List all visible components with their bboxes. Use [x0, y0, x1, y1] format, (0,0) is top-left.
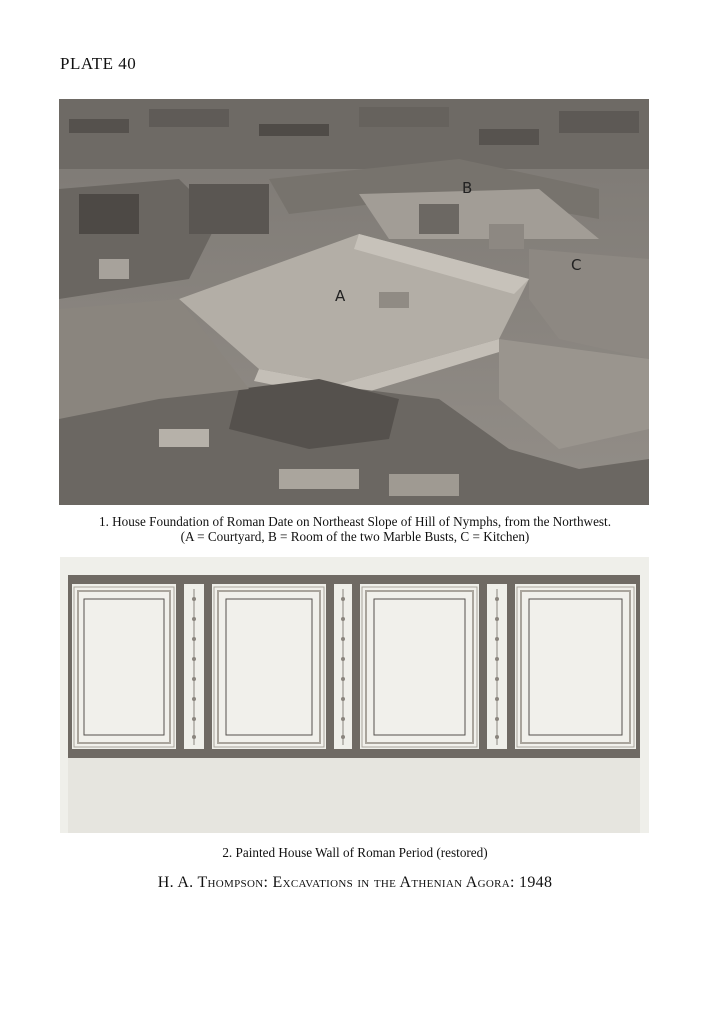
footer-separator: :: [263, 874, 273, 891]
caption-photo-1-line2: (A = Courtyard, B = Room of the two Marble Busts, C = Kitchen): [180, 529, 530, 544]
bottom-band: [68, 749, 640, 758]
plate-label: PLATE 40: [60, 54, 137, 73]
top-band: [68, 575, 640, 584]
letter-b: B: [462, 179, 473, 197]
letter-a: A: [335, 287, 346, 305]
letter-c: C: [571, 256, 582, 274]
plate-footer: [0, 874, 710, 892]
footer-year: : 1948: [510, 874, 553, 891]
painted-wall-drawing: [60, 557, 649, 833]
caption-photo-1: [40, 514, 670, 544]
footer-author: H. A. Thompson: [157, 874, 264, 891]
footer-title: Excavations in the Athenian Agora: [272, 874, 510, 891]
excavation-photograph: [59, 99, 649, 505]
caption-drawing-2: 2. Painted House Wall of Roman Period (restored): [222, 845, 488, 860]
caption-photo-1-line1: 1. House Foundation of Roman Date on Northeast Slope of Hill of Nymphs, from the Northwest.: [98, 514, 612, 529]
